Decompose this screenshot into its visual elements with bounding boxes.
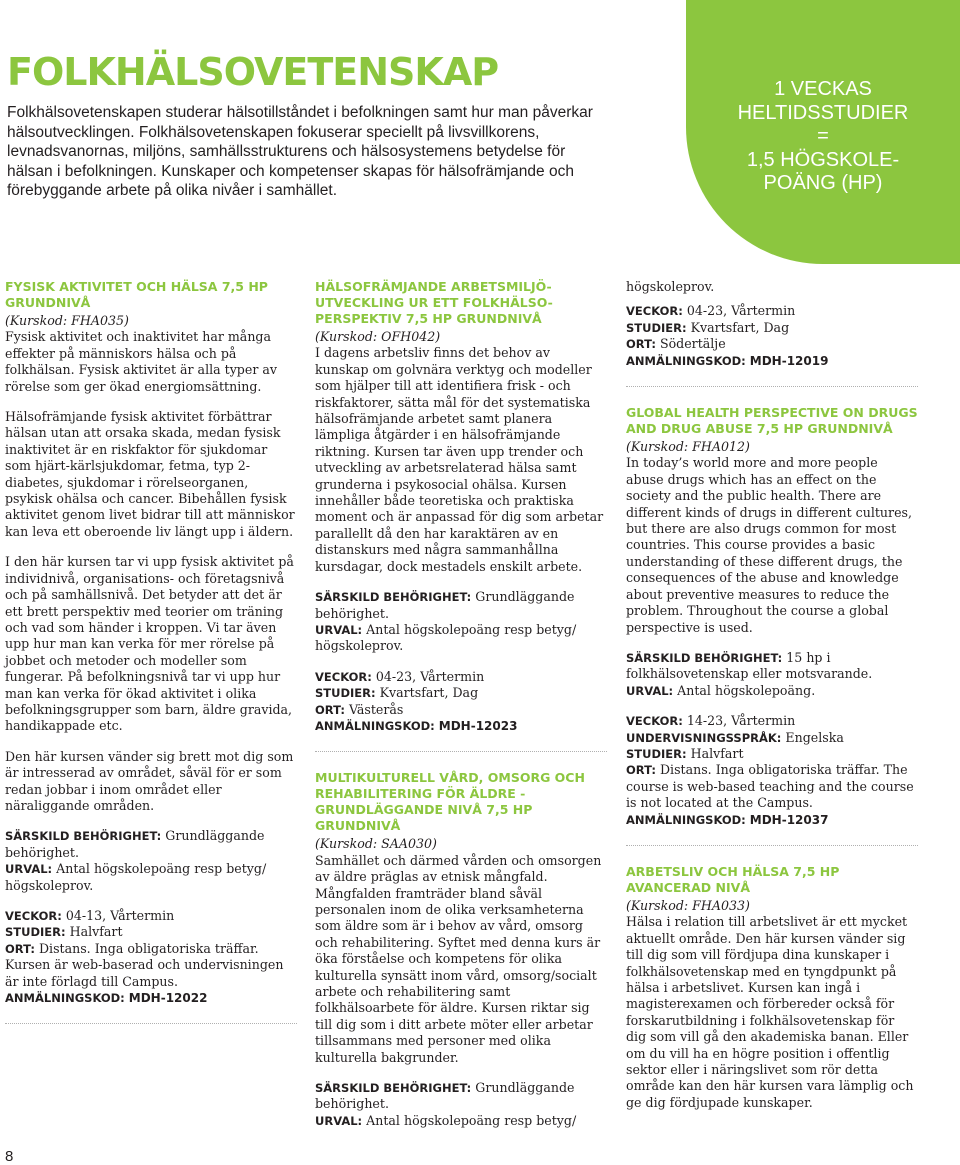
language-value: Engelska [785,729,844,745]
place-value: Distans. Inga obligatoriska träffar. Kursen är web-baserad och undervisningen är inte förlagd till Campus. [5,940,284,989]
course-facts [626,303,918,369]
place-label: ORT: [626,337,656,352]
course-title: MULTIKULTURELL VÅRD, OMSORG OCH REHABILITERING FÖR ÄLDRE - GRUNDLÄGGANDE NIVÅ 7,5 HP GRUNDNIVÅ [315,770,585,834]
course-paragraph: I dagens arbetsliv finns det behov av kunskap om golvnära verktyg och modeller som hjälper till att identifiera frisk - och riskfaktorer, sätta mål för det systematiska hälsofrämjande arbetet samt planera lämpliga åtgärder i en hälsofrämjande riktning. Kursen tar även upp trender och utveckling av arbetsrelaterad hälsa samt grunderna i psykosocial ohälsa. Kursen innehåller både teoretiska och praktiska moment och är anpassad för dig som arbetar parallellt då den har karaktären av en distanskurs med några sammanhållna kursdagar, dock mestadels enskilt arbete. [315,345,604,574]
selection-label: URVAL: [315,622,363,637]
badge-line: HELTIDSSTUDIER [737,101,909,124]
appcode-label: ANMÄLNINGSKOD: [315,718,435,733]
divider [626,845,918,846]
appcode-label: ANMÄLNINGSKOD: [626,812,746,827]
course-facts [626,713,918,828]
place-label: ORT: [626,763,656,778]
course-title: ARBETSLIV OCH HÄLSA 7,5 HP AVANCERAD NIVÅ [626,863,840,895]
place-value: Västerås [348,701,404,717]
course-paragraph: Fysisk aktivitet och inaktivitet har många effekter på människors hälsa och på folkhälsan. Fysisk aktivitet är alla typer av rörelse som ger ökad energiomsättning. [5,329,277,394]
weeks-label: VECKOR: [626,714,683,729]
badge-line: 1,5 HÖGSKOLE- [746,148,900,171]
eligibility [315,589,607,655]
selection-label: URVAL: [5,862,53,877]
course-title: HÄLSOFRÄMJANDE ARBETSMILJÖ-UTVECKLING UR ETT FOLKHÄLSO-PERSPEKTIV 7,5 HP GRUNDNIVÅ [315,279,553,326]
weeks-value: 04-13, Vårtermin [65,908,175,923]
study-value: Kvartsfart, Dag [379,685,479,701]
course-facts [5,908,297,1006]
eligibility [5,828,297,894]
selection-label: URVAL: [315,1113,363,1128]
divider [5,1023,297,1024]
column-middle [315,279,607,1129]
eligibility-label: SÄRSKILD BEHÖRIGHET: [315,590,472,605]
eligibility-label: SÄRSKILD BEHÖRIGHET: [626,650,783,665]
selection-value: Antal högskolepoäng. [677,682,816,698]
eligibility-value: Grundläggande behörighet. [5,828,265,860]
appcode-value: MDH-12023 [438,718,518,733]
course-code: (Kurskod: FHA035) [5,313,129,328]
divider [626,386,918,387]
eligibility-label: SÄRSKILD BEHÖRIGHET: [5,829,162,844]
weeks-value: 04-23, Vårtermin [686,303,796,319]
appcode-value: MDH-12022 [128,991,208,1006]
study-label: STUDIER: [626,746,687,761]
place-label: ORT: [315,702,345,717]
study-value: Halvfart [690,745,744,761]
appcode-value: MDH-12019 [749,353,829,368]
badge-line: POÄNG (HP) [763,172,883,194]
weeks-value: 14-23, Vårtermin [686,713,796,729]
study-value: Halvfart [69,924,123,940]
course-paragraph: Samhället och därmed vården och omsorgen av äldre präglas av etnisk mångfald. Mångfalden framträder bland såväl personalen inom de olika verksamheterna som äldre som är i behov av vård, omsorg och rehabilitering. Syftet med denna kurs är öka förståelse och kompetens för olika kulturella synsätt inom vård, omsorg/socialt arbete och rehabilitering samt folkhälsoarbete för äldre. Kursen riktar sig till dig som i ditt arbete möter eller arbetar tillsammans med personer med olika kulturella bakgrunder. [315,852,602,1065]
weeks-label: VECKOR: [315,669,372,684]
place-value: Distans. Inga obligatoriska träffar. The course is web-based teaching and the course is not located at the Campus. [626,762,914,811]
appcode-label: ANMÄLNINGSKOD: [626,353,746,368]
language-label: UNDERVISNINGSSPRÅK: [626,730,782,745]
intro-paragraph: Folkhälsovetenskapen studerar hälsotillståndet i befolkningen samt hur man påverkar hälsoutvecklingen. Folkhälsovetenskapen fokuserar speciellt på livsvillkorens, levnadsvanornas, miljöns, samhällsstrukturens och hälsosystemens betydelse för hälsan i befolkningen. Kunskaper och kompetenser skapas för hälsofrämjande och förebyggande arbete på olika nivåer i samhället. [7,104,593,199]
course-paragraph: Hälsofrämjande fysisk aktivitet förbättrar hälsan utan att orsaka skada, medan fysisk inaktivitet är en riskfaktor för sjukdomar som hjärt-kärlsjukdomar, fetma, typ 2-diabetes, sjukdomar i rörelseorganen, psykisk ohälsa och cancer. Bibehållen fysisk aktivitet genom livet bidrar till att människor kan leva ett oberoende liv längt upp i äldern. [5,409,295,539]
appcode-label: ANMÄLNINGSKOD: [5,991,125,1006]
selection-value: Antal högskolepoäng resp betyg/ högskoleprov. [5,861,267,893]
column-right [626,279,918,1111]
eligibility-value: Grundläggande behörighet. [315,589,575,621]
selection-label: URVAL: [626,683,674,698]
eligibility-value: Grundläggande behörighet. [315,1080,575,1112]
course-code: (Kurskod: FHA012) [626,439,750,455]
eligibility-value: 15 hp i folkhälsovetenskap eller motsvarande. [626,649,873,682]
selection-value: Antal högskolepoäng resp betyg/ [366,1112,577,1128]
course-title: GLOBAL HEALTH PERSPECTIVE ON DRUGS AND DRUG ABUSE 7,5 HP GRUNDNIVÅ [626,405,918,437]
eligibility-label: SÄRSKILD BEHÖRIGHET: [315,1081,472,1096]
study-label: STUDIER: [626,320,687,335]
continued-text: högskoleprov. [626,279,715,294]
study-value: Kvartsfart, Dag [690,319,790,335]
course-paragraph: I den här kursen tar vi upp fysisk aktivitet på individnivå, organisations- och företagsnivå och på samhällsnivå. Det betyder att det är ett brett perspektiv med teorier om träning och vad som händer i kroppen. Vi tar även upp hur man kan verka för mer rörelse på jobbet och metoder och modeller som fungerar. På befolkningsnivå tar vi upp hur man kan verka för ökad aktivitet i olika befolkningsgrupper som barn, äldre gravida, handikappade etc. [5,554,294,734]
eligibility [315,1080,607,1129]
study-label: STUDIER: [315,686,376,701]
course-title: FYSISK AKTIVITET OCH HÄLSA 7,5 HP GRUNDNIVÅ [5,279,268,310]
badge-line: = [817,125,829,147]
page-number: 8 [5,1148,14,1165]
weeks-label: VECKOR: [5,909,62,923]
course-code: (Kurskod: OFH042) [315,329,441,344]
weeks-label: VECKOR: [626,304,683,319]
place-value: Södertälje [659,336,726,352]
place-label: ORT: [5,941,35,956]
course-code: (Kurskod: FHA033) [626,897,750,913]
column-left [5,279,297,1042]
weeks-value: 04-23, Vårtermin [375,668,485,684]
page-title: FOLKHÄLSOVETENSKAP [7,50,499,94]
badge-line: 1 VECKAS [774,78,872,100]
course-code: (Kurskod: SAA030) [315,836,437,852]
selection-value: Antal högskolepoäng resp betyg/ högskoleprov. [315,621,577,654]
course-paragraph: In today’s world more and more people abuse drugs which has an effect on the society and the public health. There are different kinds of drugs in different cultures, but there are also drugs common for most countries. This course provides a basic understanding of these different drugs, the consequences of the abuse and knowledge about preventive measures to reduce the problem. Throughout the course a global perspective is used. [626,455,912,635]
study-label: STUDIER: [5,925,66,940]
course-paragraph: Hälsa i relation till arbetslivet är ett mycket aktuellt område. Den här kursen vänder sig till dig som vill fördjupa dina kunskaper i folkhälsovetenskap med en tyngdpunkt på hälsa i arbetslivet. Kursen kan ingå i magisterexamen och förbereder också för forskarutbildning i folkhälsovetenskap för dig som vill gå den akademiska banan. Eller om du vill ha en högre position i offentlig sektor eller i näringslivet som rör detta område kan den här kursen vara lämplig och ge dig fördjupade kunskaper. [626,914,914,1110]
course-paragraph: Den här kursen vänder sig brett mot dig som är intresserad av området, såväl för er som redan jobbar i inom området eller näraliggande områden. [5,748,294,813]
eligibility [626,650,918,699]
credits-badge-text [686,78,960,196]
course-facts [315,669,607,735]
divider [315,751,607,752]
appcode-value: MDH-12037 [749,812,829,827]
